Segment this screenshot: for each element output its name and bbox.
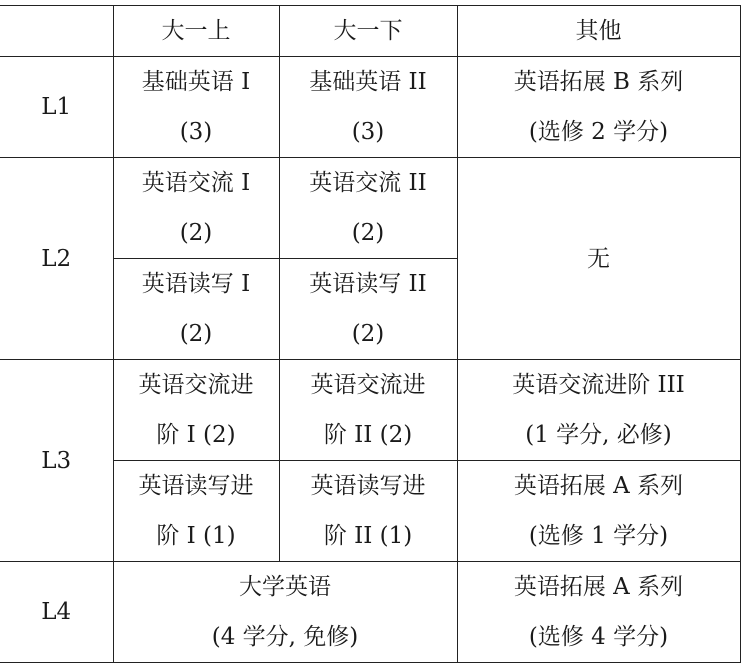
course-name: 英语拓展 A 系列 — [513, 473, 684, 499]
course-name: 英语交流 II — [309, 170, 427, 196]
level-label-l2: L2 — [0, 158, 113, 360]
course-credits: (2) — [179, 220, 213, 246]
course-table — [0, 5, 741, 663]
course-cell — [279, 57, 457, 158]
course-name: 英语交流 I — [141, 170, 251, 196]
course-cell — [279, 461, 457, 562]
course-cell — [113, 360, 279, 461]
header-corner-cell — [0, 6, 113, 57]
course-cell — [279, 158, 457, 259]
header-row — [0, 6, 740, 57]
course-credits: (1 学分, 必修) — [525, 422, 672, 448]
course-credits: (选修 1 学分) — [528, 523, 669, 549]
course-credits: (4 学分, 免修) — [211, 624, 359, 650]
course-cell — [113, 158, 279, 259]
course-name: 大学英语 — [239, 574, 331, 600]
course-name: 基础英语 II — [309, 69, 427, 95]
course-credits: (2) — [351, 321, 385, 347]
level-label-l3: L3 — [0, 360, 113, 562]
course-credits: (选修 4 学分) — [528, 624, 669, 650]
course-name: 基础英语 I — [141, 69, 251, 95]
course-credits: (3) — [351, 119, 385, 145]
course-name-cont: 阶 II (2) — [323, 422, 413, 448]
other-cell — [457, 461, 740, 562]
course-cell — [113, 57, 279, 158]
course-name: 英语交流进 — [138, 372, 254, 398]
course-name: 英语拓展 B 系列 — [513, 69, 684, 95]
course-cell — [113, 259, 279, 360]
course-cell-merged — [113, 562, 457, 663]
course-credits: (3) — [179, 119, 213, 145]
course-cell — [279, 259, 457, 360]
course-cell — [279, 360, 457, 461]
course-name-cont: 阶 I (2) — [156, 422, 236, 448]
level-row-l4 — [0, 562, 740, 663]
header-semester-1: 大一上 — [113, 6, 279, 57]
course-name: 英语读写进 — [310, 473, 426, 499]
course-name-cont: 阶 II (1) — [323, 523, 413, 549]
course-name: 英语读写 I — [141, 271, 251, 297]
header-semester-2: 大一下 — [279, 6, 457, 57]
course-name: 英语读写 II — [309, 271, 427, 297]
course-name-cont: 阶 I (1) — [156, 523, 236, 549]
other-cell — [457, 57, 740, 158]
course-name: 英语拓展 A 系列 — [513, 574, 684, 600]
other-cell — [457, 562, 740, 663]
other-cell — [457, 360, 740, 461]
course-credits: (2) — [179, 321, 213, 347]
course-credits: (选修 2 学分) — [528, 119, 669, 145]
course-credits: (2) — [351, 220, 385, 246]
course-name: 英语读写进 — [138, 473, 254, 499]
level-row-l1 — [0, 57, 740, 158]
level-label-l4: L4 — [0, 562, 113, 663]
course-cell — [113, 461, 279, 562]
level-label-l1: L1 — [0, 57, 113, 158]
level-row-l3-a — [0, 360, 740, 461]
level-row-l2-a — [0, 158, 740, 259]
header-other: 其他 — [457, 6, 740, 57]
course-name: 英语交流进阶 III — [512, 372, 685, 398]
other-cell-none: 无 — [457, 158, 740, 360]
course-name: 英语交流进 — [310, 372, 426, 398]
